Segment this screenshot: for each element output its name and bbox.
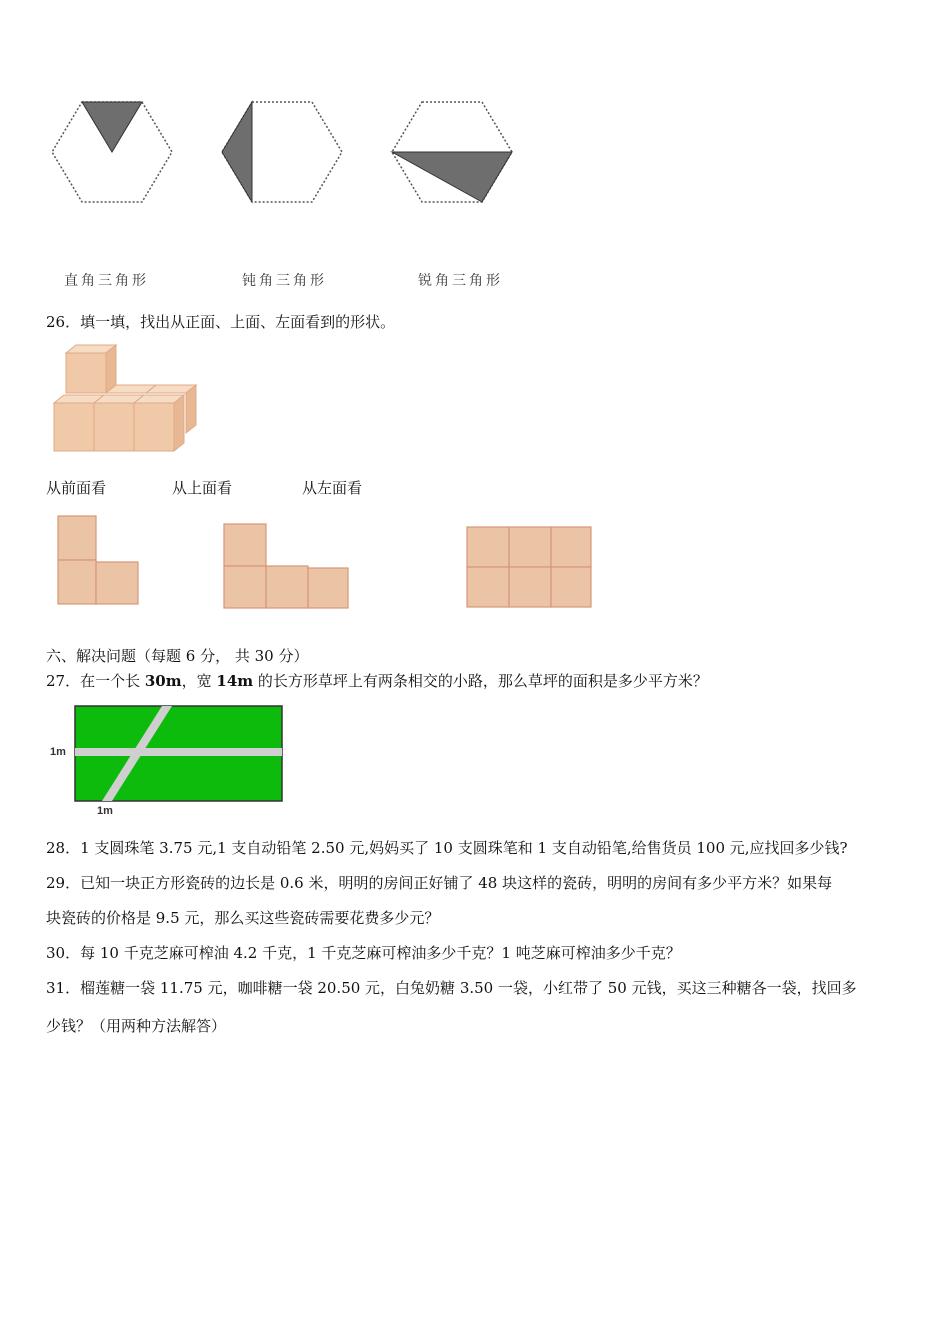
q27-width: 14m — [216, 672, 254, 690]
q27-part-1: 27．在一个长 — [46, 672, 145, 690]
view-label-front: 从前面看 — [46, 479, 107, 497]
q27-length: 30m — [144, 672, 182, 690]
lawn-diagram — [74, 705, 284, 803]
view-shape-2 — [222, 522, 354, 612]
question-26: 26．填一填，找出从正面、上面、左面看到的形状。 — [46, 313, 396, 331]
hexagon-acute-triangle-figure — [390, 98, 515, 208]
cube-stack-figure — [50, 345, 210, 457]
q27-part-3: ，宽 — [181, 672, 217, 690]
label-obtuse-triangle: 钝角三角形 — [242, 273, 327, 289]
label-right-triangle: 直角三角形 — [64, 273, 149, 289]
question-29-line-1: 29．已知一块正方形瓷砖的边长是 0.6 米，明明的房间正好铺了 48 块这样的瓷砖，明明的房间有多少平方米？如果每 — [46, 874, 833, 892]
question-27 — [46, 671, 708, 691]
question-29-line-2: 块瓷砖的价格是 9.5 元，那么买这些瓷砖需要花费多少元？ — [46, 909, 440, 927]
view-shape-1 — [56, 514, 146, 608]
question-31-line-1: 31．榴莲糖一袋 11.75 元，咖啡糖一袋 20.50 元，白兔奶糖 3.50 一袋，小红带了 50 元钱，买这三种糖各一袋，找回多 — [46, 979, 857, 997]
section-6-heading: 六、解决问题（每题 6 分， 共 30 分） — [46, 647, 309, 665]
question-28: 28．1 支圆珠笔 3.75 元,1 支自动铅笔 2.50 元,妈妈买了 10 支圆珠笔和 1 支自动铅笔,给售货员 100 元,应找回多少钱? — [46, 839, 848, 857]
view-shape-3 — [465, 525, 597, 611]
hexagon-right-triangle-figure — [50, 98, 175, 208]
label-acute-triangle: 锐角三角形 — [418, 273, 503, 289]
question-31-line-2: 少钱？（用两种方法解答） — [46, 1017, 227, 1035]
view-label-top: 从上面看 — [172, 479, 233, 497]
label-path-width-bottom: 1m — [97, 805, 113, 817]
view-label-left: 从左面看 — [302, 479, 363, 497]
hexagon-obtuse-triangle-figure — [220, 98, 345, 208]
q27-part-5: 的长方形草坪上有两条相交的小路，那么草坪的面积是多少平方米？ — [253, 672, 708, 690]
question-30: 30．每 10 千克芝麻可榨油 4.2 千克，1 千克芝麻可榨油多少千克？1 吨芝麻可榨油多少千克？ — [46, 944, 681, 962]
label-path-width-left: 1m — [50, 746, 66, 758]
